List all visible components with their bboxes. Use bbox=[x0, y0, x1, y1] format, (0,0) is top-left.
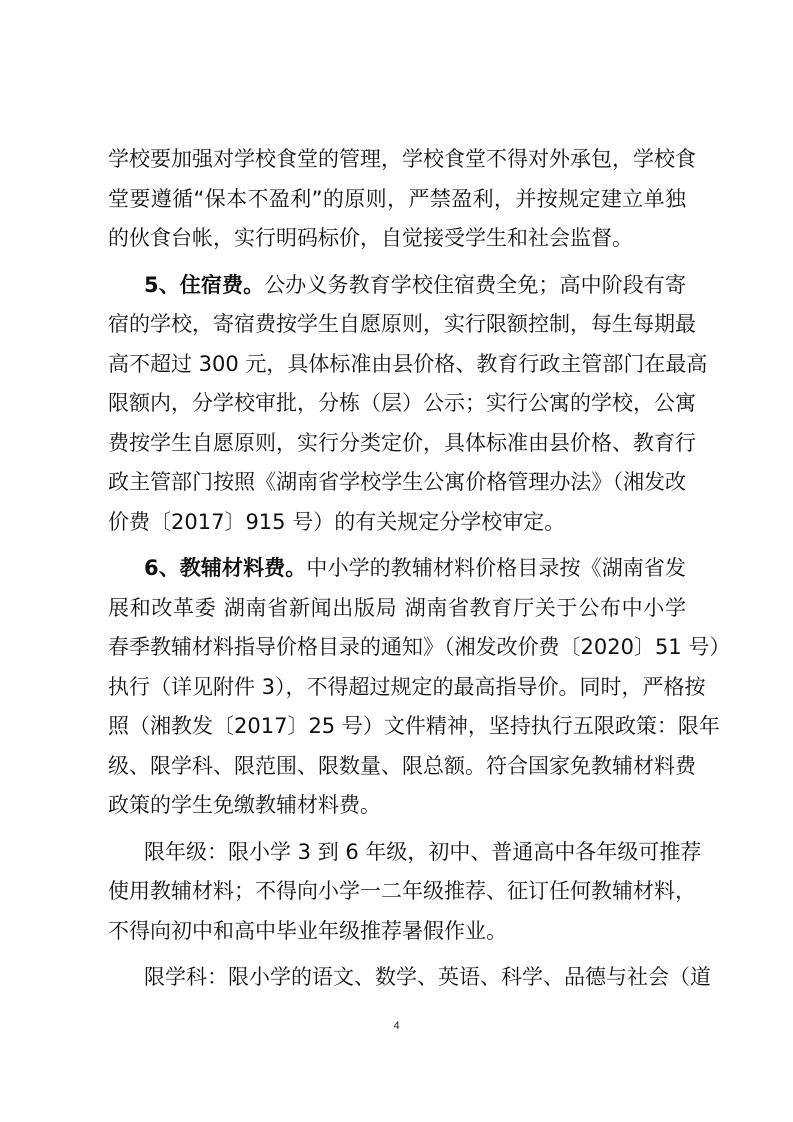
text-line: 高不超过 300 元，具体标准由县价格、教育行政主管部门在最高 bbox=[108, 351, 708, 376]
paragraph-teaching-materials-fee bbox=[108, 549, 731, 826]
text-line: 不得向初中和高中毕业年级推荐暑假作业。 bbox=[108, 918, 507, 943]
text-line: 春季教辅材料指导价格目录的通知》（湘发改价费〔2020〕51 号） bbox=[108, 635, 731, 659]
section-heading-teaching-materials-fee: 6、教辅材料费。 bbox=[144, 556, 307, 580]
text-line: 宿的学校，寄宿费按学生自愿原则，实行限额控制，每生每期最 bbox=[108, 312, 696, 336]
text-line: 政策的学生免缴教辅材料费。 bbox=[108, 793, 381, 817]
text-line: 照（湘教发〔2017〕25 号）文件精神，坚持执行五限政策：限年 bbox=[108, 714, 720, 738]
text-line: 政主管部门按照《湖南省学校学生公寓价格管理办法》（湘发改 bbox=[108, 470, 686, 494]
text-line: 限学科：限小学的语文、数学、英语、科学、品德与社会（道 bbox=[144, 965, 711, 989]
paragraph-accommodation-fee bbox=[108, 266, 708, 543]
paragraph-subject-limit bbox=[108, 958, 711, 998]
page-number: 4 bbox=[393, 1020, 400, 1032]
text-line: 限额内，分学校审批，分栋（层）公示；实行公寓的学校，公寓 bbox=[108, 391, 696, 415]
paragraph-canteen bbox=[108, 140, 696, 259]
text-line: 限年级：限小学 3 到 6 年级，初中、普通高中各年级可推荐 bbox=[144, 839, 702, 864]
section-heading-accommodation-fee: 5、住宿费。 bbox=[144, 272, 265, 297]
text-line: 级、限学科、限范围、限数量、限总额。符合国家免教辅材料费 bbox=[108, 753, 696, 778]
text-line: 执行（详见附件 3），不得超过规定的最高指导价。同时，严格按 bbox=[108, 674, 706, 699]
paragraph-grade-limit bbox=[108, 833, 702, 952]
text-run: 中小学的教辅材料价格目录按《湖南省发 bbox=[306, 556, 686, 580]
text-line: 展和改革委 湖南省新闻出版局 湖南省教育厅关于公布中小学 bbox=[108, 595, 686, 620]
text-line bbox=[108, 549, 686, 589]
document-body bbox=[108, 140, 731, 998]
text-line: 价费〔2017〕915 号）的有关规定分学校审定。 bbox=[108, 509, 566, 534]
text-line: 学校要加强对学校食堂的管理，学校食堂不得对外承包，学校食 bbox=[108, 147, 696, 171]
text-line bbox=[108, 266, 686, 306]
text-line: 的伙食台帐，实行明码标价，自觉接受学生和社会监督。 bbox=[108, 226, 633, 250]
text-run: 公办义务教育学校住宿费全免；高中阶段有寄 bbox=[264, 272, 686, 297]
text-line: 堂要遵循“保本不盈利”的原则，严禁盈利，并按规定建立单独 bbox=[108, 186, 686, 211]
text-line: 使用教辅材料；不得向小学一二年级推荐、征订任何教辅材料， bbox=[108, 879, 696, 903]
text-line: 费按学生自愿原则，实行分类定价，具体标准由县价格、教育行 bbox=[108, 430, 696, 455]
